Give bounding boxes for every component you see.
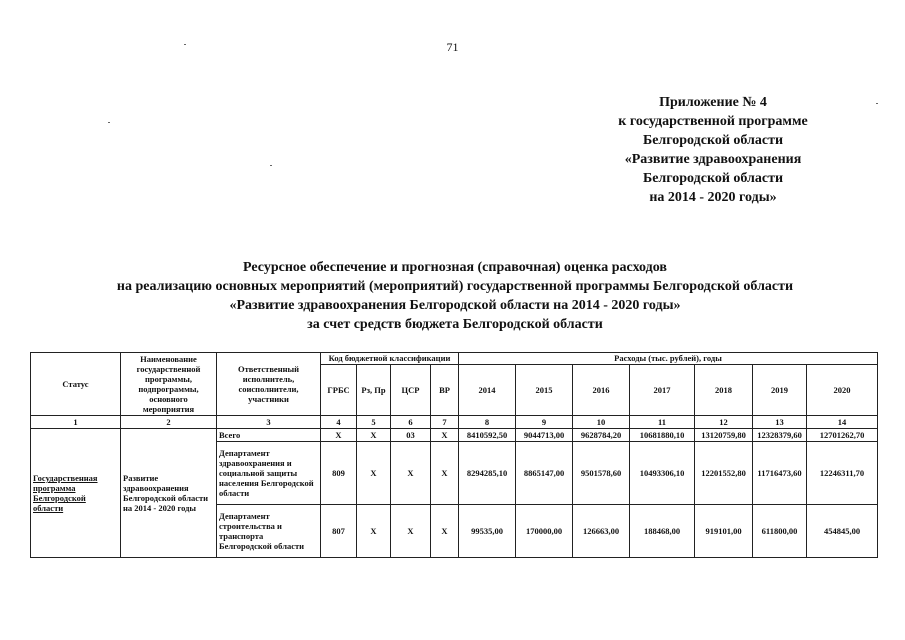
value-cell: 9044713,00 (516, 429, 573, 442)
executor-cell: Всего (217, 429, 321, 442)
column-number: 8 (459, 416, 516, 429)
executor-cell: Департамент строительства и транспорта Белгородской области (217, 505, 321, 558)
header-year: 2017 (630, 365, 695, 416)
title-line: Ресурсное обеспечение и прогнозная (справочная) оценка расходов (243, 260, 667, 275)
title-line: на реализацию основных мероприятий (мероприятий) государственной программы Белгородской области (116, 279, 794, 294)
page-number: 71 (446, 40, 459, 54)
value-cell: 99535,00 (459, 505, 516, 558)
value-cell: 12328379,60 (753, 429, 807, 442)
status-cell: Государственная программа Белгородской области (31, 429, 121, 558)
header-executor: Ответственный исполнитель, соисполнители, участники (217, 353, 321, 416)
header-row (31, 353, 878, 365)
column-number-row (31, 416, 878, 429)
title-line: «Развитие здравоохранения Белгородской области на 2014 - 2020 годы» (229, 298, 681, 313)
header-year: 2014 (459, 365, 516, 416)
header-status: Статус (31, 353, 121, 416)
value-cell: 611800,00 (753, 505, 807, 558)
table-row (31, 429, 878, 442)
value-cell: 12201552,80 (695, 442, 753, 505)
column-number: 1 (31, 416, 121, 429)
column-number: 4 (321, 416, 357, 429)
header-code-grbs: ГРБС (321, 365, 357, 416)
code-cell: Х (357, 442, 391, 505)
column-number: 2 (121, 416, 217, 429)
code-cell: 03 (391, 429, 431, 442)
value-cell: 10681880,10 (630, 429, 695, 442)
column-number: 5 (357, 416, 391, 429)
budget-table (30, 352, 878, 558)
code-cell: Х (357, 505, 391, 558)
column-number: 13 (753, 416, 807, 429)
code-cell: Х (431, 429, 459, 442)
header-code-rzpr: Рз, Пр (357, 365, 391, 416)
header-year: 2015 (516, 365, 573, 416)
value-cell: 8410592,50 (459, 429, 516, 442)
code-cell: Х (391, 505, 431, 558)
code-cell: 807 (321, 505, 357, 558)
value-cell: 8865147,00 (516, 442, 573, 505)
title-line: за счет средств бюджета Белгородской области (307, 317, 603, 332)
value-cell: 9628784,20 (573, 429, 630, 442)
value-cell: 126663,00 (573, 505, 630, 558)
header-name: Наименование государственной программы, подпрограммы, основного мероприятия (121, 353, 217, 416)
header-code-csr: ЦСР (391, 365, 431, 416)
header-year: 2018 (695, 365, 753, 416)
value-cell: 10493306,10 (630, 442, 695, 505)
value-cell: 8294285,10 (459, 442, 516, 505)
executor-cell: Департамент здравоохранения и социальной защиты населения Белгородской области (217, 442, 321, 505)
appendix-line: Белгородской области (642, 133, 784, 148)
appendix-line: «Развитие здравоохранения (624, 152, 802, 167)
code-cell: Х (431, 505, 459, 558)
code-cell: Х (321, 429, 357, 442)
document-title (60, 258, 850, 334)
column-number: 14 (807, 416, 878, 429)
value-cell: 454845,00 (807, 505, 878, 558)
value-cell: 12246311,70 (807, 442, 878, 505)
header-expenses-group: Расходы (тыс. рублей), годы (459, 353, 878, 365)
appendix-line: Белгородской области (642, 171, 784, 186)
header-budget-code-group: Код бюджетной классификации (321, 353, 459, 365)
scan-speck (876, 103, 878, 104)
value-cell: 12701262,70 (807, 429, 878, 442)
header-year: 2016 (573, 365, 630, 416)
value-cell: 188468,00 (630, 505, 695, 558)
header-year: 2020 (807, 365, 878, 416)
value-cell: 13120759,80 (695, 429, 753, 442)
scan-speck (108, 122, 110, 123)
code-cell: Х (357, 429, 391, 442)
column-number: 9 (516, 416, 573, 429)
value-cell: 919101,00 (695, 505, 753, 558)
column-number: 11 (630, 416, 695, 429)
code-cell: 809 (321, 442, 357, 505)
value-cell: 170000,00 (516, 505, 573, 558)
scan-speck (270, 165, 272, 166)
column-number: 7 (431, 416, 459, 429)
column-number: 10 (573, 416, 630, 429)
code-cell: Х (431, 442, 459, 505)
code-cell: Х (391, 442, 431, 505)
column-number: 6 (391, 416, 431, 429)
column-number: 3 (217, 416, 321, 429)
appendix-line: на 2014 - 2020 годы» (649, 190, 777, 205)
column-number: 12 (695, 416, 753, 429)
header-code-vr: ВР (431, 365, 459, 416)
program-name-cell: Развитие здравоохранения Белгородской области на 2014 - 2020 годы (121, 429, 217, 558)
scan-speck (184, 44, 186, 45)
appendix-line: Приложение № 4 (659, 95, 767, 110)
value-cell: 9501578,60 (573, 442, 630, 505)
value-cell: 11716473,60 (753, 442, 807, 505)
appendix-heading (583, 93, 843, 207)
header-year: 2019 (753, 365, 807, 416)
appendix-line: к государственной программе (618, 114, 808, 129)
